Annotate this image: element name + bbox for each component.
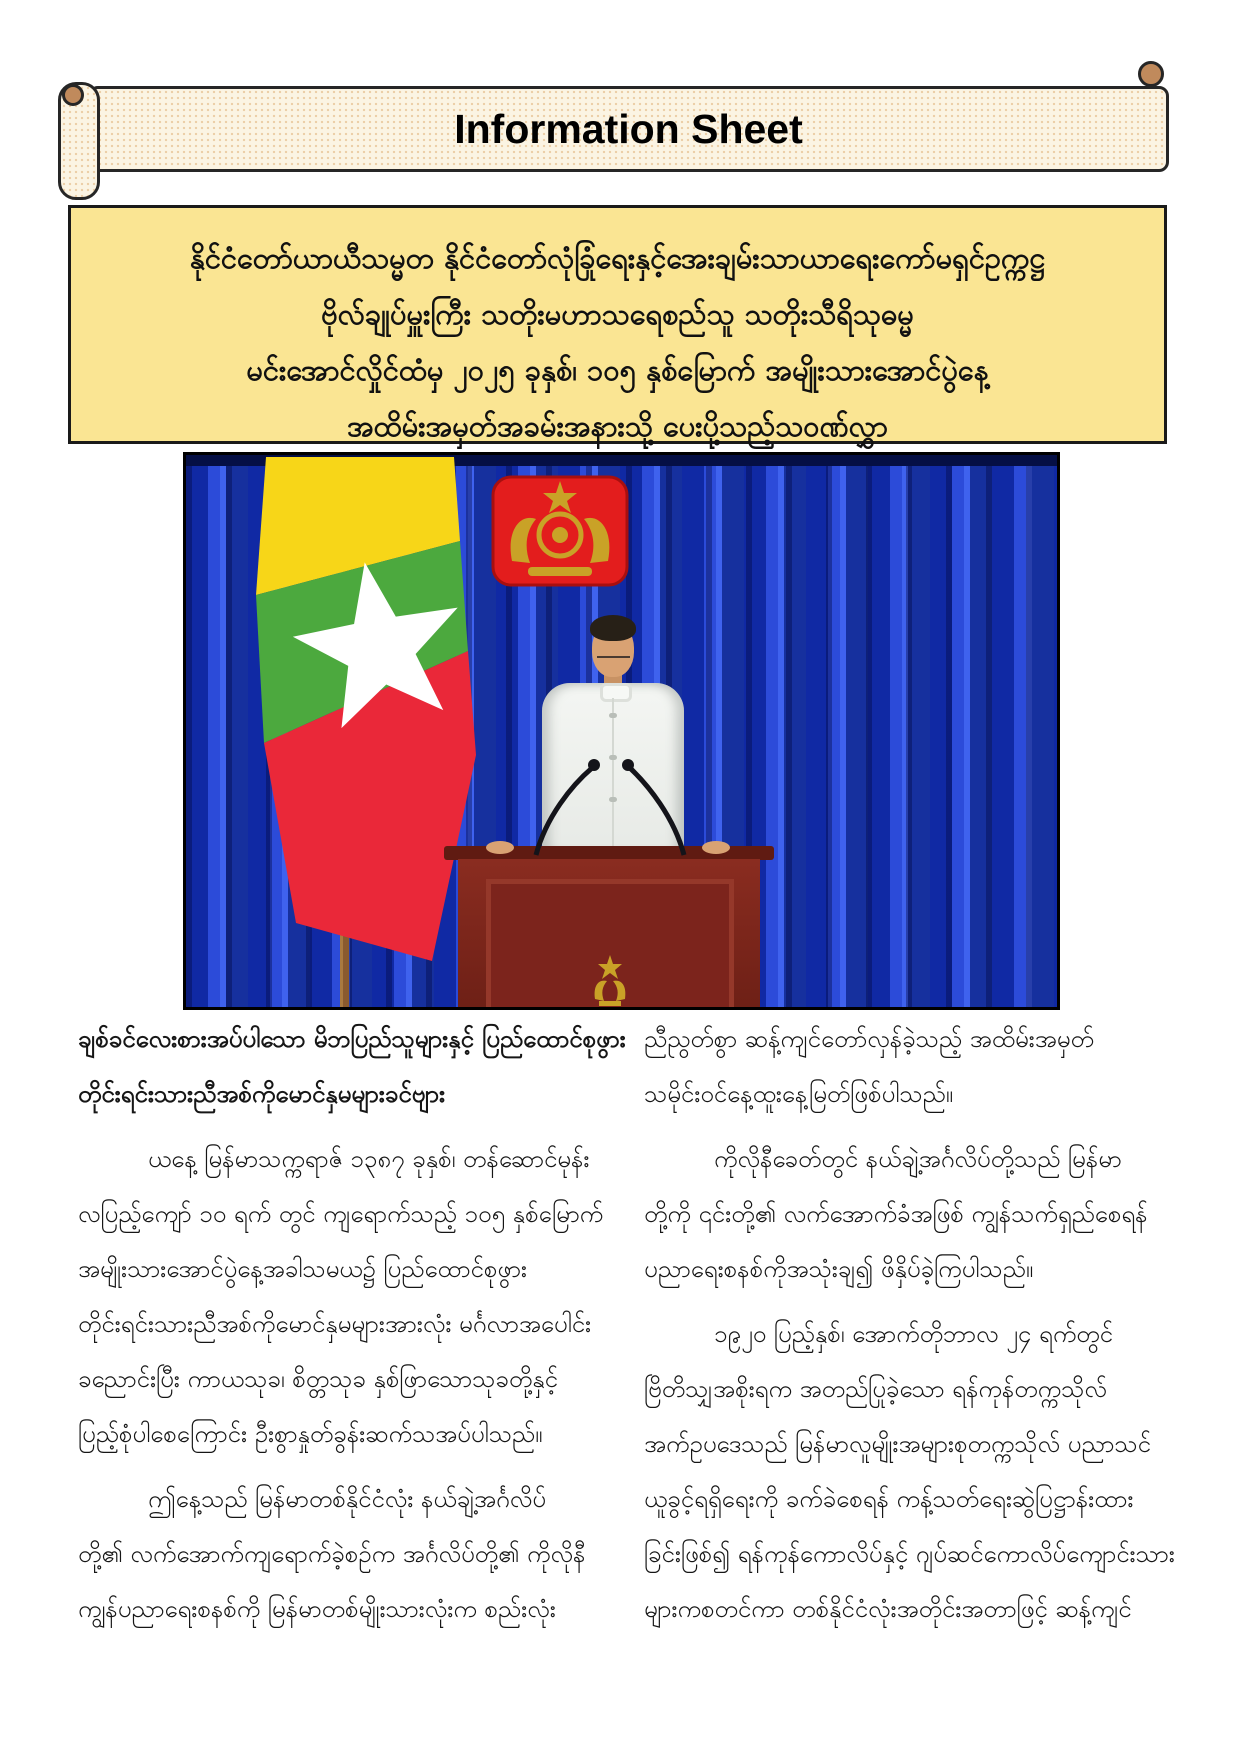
article-right-column: [644, 1012, 1174, 1637]
scroll-curl-right-icon: [1138, 61, 1164, 87]
text-line: ဤနေ့သည် မြန်မာတစ်နိုင်ငံလုံး နယ်ချဲ့အင်္ဂလိပ်: [148, 1485, 546, 1513]
text-line: ကိုလိုနီခေတ်တွင် နယ်ချဲ့အင်္ဂလိပ်တို့သည် မြန်မာ: [714, 1145, 1122, 1173]
text-line: ၁၉၂၀ ပြည့်နှစ်၊ အောက်တိုဘာလ ၂၄ ရက်တွင်: [714, 1320, 1113, 1348]
text-line: ကျွန်ပညာရေးစနစ်ကို မြန်မာတစ်မျိုးသားလုံးက စည်းလုံး: [78, 1595, 556, 1623]
text-line: တို့ကို ၎င်းတို့၏ လက်အောက်ခံအဖြစ် ကျွန်သက်ရှည်စေရန်: [644, 1200, 1148, 1228]
paragraph: [78, 1132, 618, 1462]
text-line: နိုင်ငံတော်ယာယီသမ္မတ နိုင်ငံတော်လုံခြုံရေးနှင့်အေးချမ်းသာယာရေးကော်မရှင်ဥက္ကဋ္ဌ: [189, 241, 1046, 275]
text-line: ချစ်ခင်လေးစားအပ်ပါသော မိဘပြည်သူများနှင့် ပြည်ထောင်စုဖွား: [78, 1025, 626, 1053]
text-line: ပြည့်စုံပါစေကြောင်း ဦးစွာနှုတ်ခွန်းဆက်သအပ်ပါသည်။: [78, 1420, 543, 1448]
paragraph: [644, 1132, 1174, 1297]
text-line: မင်းအောင်လှိုင်ထံမှ ၂၀၂၅ ခုနှစ်၊ ၁၀၅ နှစ်မြောက် အမျိုးသားအောင်ပွဲနေ့: [246, 353, 989, 387]
text-line: ခညောင်းပြီး ကာယသုခ၊ စိတ္တသုခ နှစ်ဖြာသောသုခတို့နှင့်: [78, 1365, 558, 1393]
speaker-hand: [702, 841, 730, 854]
text-line: ခြင်းဖြစ်၍ ရန်ကုန်ကောလိပ်နှင့် ဂျပ်ဆင်ကောလိပ်ကျောင်းသား: [644, 1540, 1175, 1568]
text-line: ဗြိတိသျှအစိုးရက အတည်ပြုခဲ့သော ရန်ကုန်တက္ကသိုလ်: [644, 1375, 1107, 1403]
text-line: ယနေ့ မြန်မာသက္ကရာဇ် ၁၃၈၇ ခုနှစ်၊ တန်ဆောင်မုန်း: [148, 1145, 590, 1173]
speaker-hand: [486, 841, 514, 854]
paragraph: [644, 1307, 1174, 1637]
text-line: ဗိုလ်ချုပ်မှူးကြီး သတိုးမဟာသရေစည်သူ သတိုးသီရိသုဓမ္မ: [321, 297, 914, 331]
page-title: Information Sheet: [454, 105, 803, 152]
scroll-curl-left-icon: [62, 84, 84, 106]
text-line: တိုင်းရင်းသားညီအစ်ကိုမောင်နှမများခင်ဗျား: [78, 1080, 446, 1108]
paragraph: [78, 1472, 618, 1637]
headline-box: [68, 205, 1167, 444]
banner-band: [88, 86, 1169, 172]
photo-speech-scene: [183, 452, 1060, 1010]
text-line: ယူခွင့်ရရှိရေးကို ခက်ခဲစေရန် ကန့်သတ်ရေးဆွဲပြဋ္ဌာန်းထား: [644, 1485, 1134, 1513]
article-left-column: [78, 1012, 626, 1637]
text-line: အထိမ်းအမှတ်အခမ်းအနားသို့ ပေးပို့သည့်သဝဏ်လွှာ: [347, 409, 888, 443]
text-line: ညီညွတ်စွာ ဆန့်ကျင်တော်လှန်ခဲ့သည့် အထိမ်းအမှတ်: [644, 1025, 1094, 1053]
text-line: တို့၏ လက်အောက်ကျရောက်ခဲ့စဉ်က အင်္ဂလိပ်တို့၏ ကိုလိုနီ: [78, 1540, 586, 1568]
text-line: တိုင်းရင်းသားညီအစ်ကိုမောင်နှမများအားလုံး မင်္ဂလာအပေါင်း: [78, 1310, 592, 1338]
text-line: များကစတင်ကာ တစ်နိုင်ငံလုံးအတိုင်းအတာဖြင့် ဆန့်ကျင်: [644, 1595, 1132, 1623]
microphones-icon: [186, 455, 1057, 1007]
text-line: ပညာရေးစနစ်ကိုအသုံးချ၍ ဖိနှိပ်ခဲ့ကြပါသည်။: [644, 1255, 1034, 1283]
text-line: အမျိုးသားအောင်ပွဲနေ့အခါသမယ၌ ပြည်ထောင်စုဖွား: [78, 1255, 528, 1283]
text-line: အက်ဥပဒေသည် မြန်မာလူမျိုးအများစုတက္ကသိုလ် ပညာသင်: [644, 1430, 1151, 1458]
article-heading: [78, 1012, 626, 1122]
paragraph: [644, 1012, 1174, 1122]
text-line: သမိုင်းဝင်နေ့ထူးနေ့မြတ်ဖြစ်ပါသည်။: [644, 1080, 954, 1108]
text-line: လပြည့်ကျော် ၁၀ ရက် တွင် ကျရောက်သည့် ၁၀၅ နှစ်မြောက်: [78, 1200, 604, 1228]
